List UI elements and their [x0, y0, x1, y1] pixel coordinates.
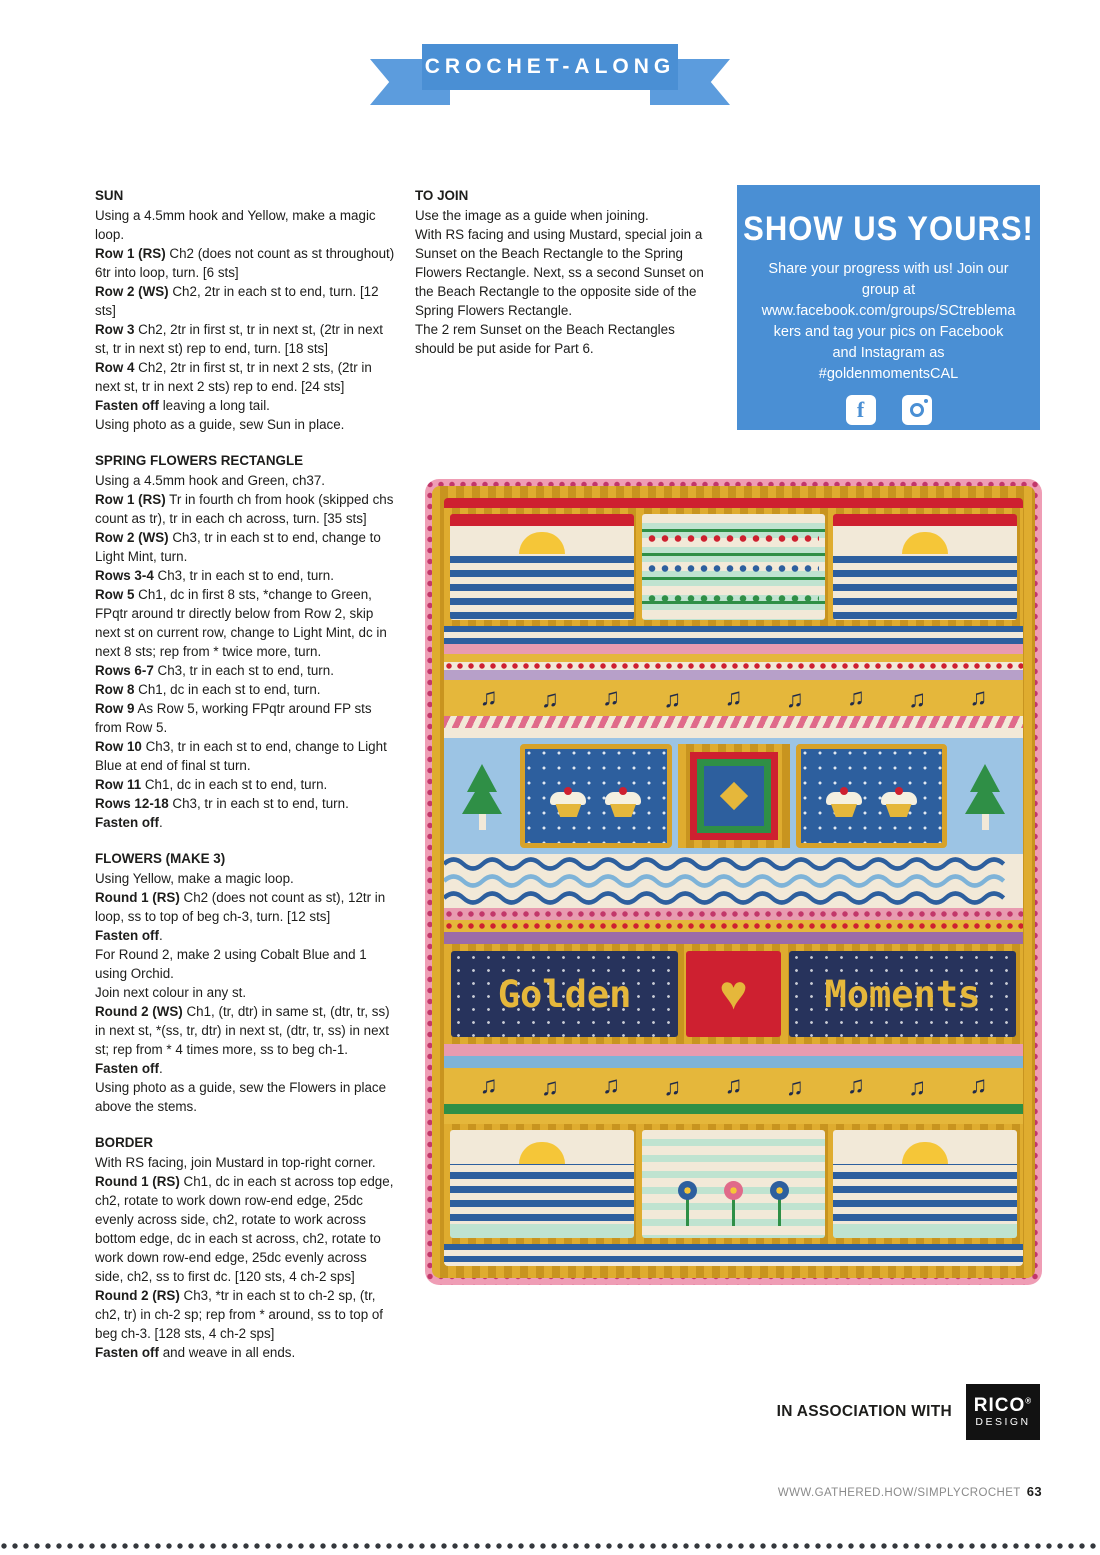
- instruction-text: Row 5 Ch1, dc in first 8 sts, *change to Green, FPqtr around tr directly below from Row 2, skip next st on current row, change to Light Mint, dc in next 8 sts; rep from * twice more, turn.: [95, 587, 387, 659]
- music-note-glyph: ♫: [602, 684, 621, 711]
- show-us-title: SHOW US YOURS!: [743, 208, 1034, 249]
- instructions-column: [95, 186, 397, 1379]
- flower-buds-row: [648, 594, 820, 603]
- rico-logo-name: RICO®: [973, 1394, 1033, 1416]
- instruction-text: Row 11 Ch1, dc in each st to end, turn.: [95, 777, 328, 792]
- stripe-band: [444, 908, 1023, 944]
- music-note-glyph: ♫: [785, 686, 804, 713]
- music-notes-row: [444, 680, 1023, 716]
- music-note-glyph: ♫: [969, 1072, 988, 1099]
- instruction-text: Round 1 (RS) Ch1, dc in each st across top edge, ch2, rotate to work down row-end edge, 25dc evenly across side, ch2, rotate to work across bottom edge, dc in each st across, ch2, rotate to work down row-end edge, 25dc evenly across side, ch2, ss to first dc. [120 sts, 4 ch-2 sps]: [95, 1174, 394, 1284]
- music-note-glyph: ♫: [540, 1074, 559, 1101]
- music-note-glyph: ♫: [969, 684, 988, 711]
- flower-motif: [770, 1178, 789, 1226]
- instruction-text: Row 2 (WS) Ch3, tr in each st to end, change to Light Mint, turn.: [95, 530, 381, 564]
- instruction-text: Rows 3-4 Ch3, tr in each st to end, turn.: [95, 568, 334, 583]
- instruction-text: Row 3 Ch2, 2tr in first st, tr in next st, (2tr in next st, tr in next st) rep to end, turn. [18 sts]: [95, 322, 383, 356]
- moments-word: Moments: [824, 972, 981, 1016]
- instruction-text: Round 2 (RS) Ch3, *tr in each st to ch-2 sp, (tr, ch2, tr) in ch-2 sp; rep from * around, ss to top of beg ch-3. [128 sts, 4 ch-2 sps]: [95, 1288, 384, 1341]
- stripe-band: [444, 716, 1023, 738]
- instruction-text: Rows 6-7 Ch3, tr in each st to end, turn.: [95, 663, 334, 678]
- instruction-text: Row 8 Ch1, dc in each st to end, turn.: [95, 682, 321, 697]
- instruction-text: Row 9 As Row 5, working FPqtr around FP sts from Row 5.: [95, 701, 372, 735]
- flower-buds-row: [648, 564, 820, 573]
- instruction-text: Fasten off and weave in all ends.: [95, 1345, 296, 1360]
- sunset-beach-panel: [833, 1130, 1017, 1238]
- instruction-text: Using Yellow, make a magic loop.: [95, 871, 294, 886]
- sun-motif: [519, 1142, 565, 1164]
- instruction-text: Round 1 (RS) Ch2 (does not count as st), 12tr in loop, ss to top of beg ch-3, turn. [12 sts]: [95, 890, 386, 924]
- page-number: 63: [1026, 1484, 1042, 1499]
- cupcake-motif: [605, 787, 641, 817]
- top-panels-row: [444, 508, 1023, 626]
- golden-word-panel: [451, 951, 678, 1037]
- dotted-border: [0, 1542, 1100, 1550]
- music-note-glyph: ♫: [663, 686, 682, 713]
- granny-square: [678, 744, 790, 848]
- instruction-text: With RS facing, join Mustard in top-right corner.: [95, 1155, 376, 1170]
- instruction-text: Join next colour in any st.: [95, 985, 247, 1000]
- heart-motif: ♥: [719, 967, 748, 1020]
- association-label: IN ASSOCIATION WITH: [776, 1403, 952, 1420]
- banner-title: CROCHET-ALONG: [424, 55, 676, 78]
- instruction-text: Row 1 (RS) Ch2 (does not count as st throughout) 6tr into loop, turn. [6 sts]: [95, 246, 395, 280]
- footer-url: WWW.GATHERED.HOW/SIMPLYCROCHET: [777, 1487, 1021, 1499]
- instruction-text: Rows 12-18 Ch3, tr in each st to end, turn.: [95, 796, 349, 811]
- music-note-glyph: ♫: [724, 1072, 743, 1099]
- instruction-text: With RS facing and using Mustard, special join a Sunset on the Beach Rectangle to the Spring Flowers Rectangle. Next, ss a second Sunset on the Beach Rectangle to the opposite side of the Spring Flowers Rectangle.: [415, 227, 704, 318]
- instruction-section: [95, 451, 397, 832]
- instruction-text: Row 10 Ch3, tr in each st to end, change to Light Blue at end of final st turn.: [95, 739, 387, 773]
- cupcake-panel: [796, 744, 948, 848]
- flowers-panel: [642, 1130, 826, 1238]
- music-note-glyph: ♫: [602, 1072, 621, 1099]
- sunset-beach-panel: [450, 1130, 634, 1238]
- association-strip: [777, 1384, 1040, 1440]
- sun-motif: [902, 532, 948, 554]
- stripe-band: [444, 1044, 1023, 1068]
- stripe-band: [444, 626, 1023, 680]
- stripe-band: [444, 1244, 1023, 1266]
- instruction-text: Using a 4.5mm hook and Yellow, make a magic loop.: [95, 208, 376, 242]
- instruction-section: [95, 186, 397, 434]
- music-note-glyph: ♫: [724, 684, 743, 711]
- instruction-text: Using photo as a guide, sew Sun in place.: [95, 417, 345, 432]
- to-join-column: [415, 186, 717, 375]
- instruction-text: Round 2 (WS) Ch1, (tr, dtr) in same st, (dtr, tr, ss) in next st, *(ss, tr, dtr) in next st, (dtr, tr, ss) in next st; rep from * 4 times more, ss to beg ch-1.: [95, 1004, 390, 1057]
- show-us-yours-box: [737, 185, 1040, 430]
- flower-motif: [678, 1178, 697, 1226]
- instagram-icon: [902, 395, 932, 425]
- blanket-photo: [425, 479, 1042, 1285]
- instruction-text: For Round 2, make 2 using Cobalt Blue and 1 using Orchid.: [95, 947, 367, 981]
- page-footer: [778, 1484, 1042, 1499]
- instruction-text: Fasten off leaving a long tail.: [95, 398, 270, 413]
- tree-motif: [953, 744, 1017, 848]
- instruction-section: [95, 849, 397, 1116]
- rico-logo-sub: DESIGN: [975, 1416, 1031, 1429]
- bottom-panels-row: [444, 1124, 1023, 1244]
- music-note-glyph: ♫: [846, 1072, 865, 1099]
- section-title: SPRING FLOWERS RECTANGLE: [95, 453, 304, 468]
- section-title: SUN: [95, 188, 124, 203]
- music-note-glyph: ♫: [540, 686, 559, 713]
- instruction-text: Fasten off.: [95, 815, 163, 830]
- section-title: FLOWERS (MAKE 3): [95, 851, 226, 866]
- waves-stripe: [444, 854, 1023, 908]
- cupcake-panel: [520, 744, 672, 848]
- moments-word-panel: [789, 951, 1016, 1037]
- instruction-text: Fasten off.: [95, 928, 163, 943]
- music-note-glyph: ♫: [479, 684, 498, 711]
- music-note-glyph: ♫: [846, 684, 865, 711]
- section-title: BORDER: [95, 1135, 154, 1150]
- rico-design-logo: [966, 1384, 1040, 1440]
- golden-word: Golden: [497, 972, 632, 1016]
- instruction-text: Fasten off.: [95, 1061, 163, 1076]
- instruction-text: Row 1 (RS) Tr in fourth ch from hook (skipped chs count as tr), tr in each ch across, turn. [35 sts]: [95, 492, 394, 526]
- tree-motif: [450, 744, 514, 848]
- spring-flowers-panel: [642, 514, 826, 620]
- instruction-text: Using photo as a guide, sew the Flowers in place above the stems.: [95, 1080, 387, 1114]
- show-us-body: Share your progress with us! Join our group at www.facebook.com/groups/SCtreblemakers and tag your pics on Facebook and Instagram as #goldenmomentsCAL: [761, 261, 1016, 382]
- cupcake-motif: [550, 787, 586, 817]
- blanket-mustard-border: [432, 486, 1035, 1278]
- music-note-glyph: ♫: [785, 1074, 804, 1101]
- section-title: TO JOIN: [415, 188, 469, 203]
- instruction-text: Row 4 Ch2, 2tr in first st, tr in next 2 sts, (2tr in next st, tr in next 2 sts) rep to end. [24 sts]: [95, 360, 372, 394]
- sunset-beach-panel: [833, 514, 1017, 620]
- music-notes-row: [444, 1068, 1023, 1104]
- instruction-text: Use the image as a guide when joining.: [415, 208, 649, 223]
- social-icons-row: [846, 385, 932, 425]
- golden-moments-row: [444, 944, 1023, 1044]
- sun-motif: [519, 532, 565, 554]
- sun-motif: [902, 1142, 948, 1164]
- music-note-glyph: ♫: [663, 1074, 682, 1101]
- stripe-red: [444, 498, 1023, 508]
- middle-panels-row: [444, 738, 1023, 854]
- music-note-glyph: ♫: [479, 1072, 498, 1099]
- flower-motif: [724, 1178, 743, 1226]
- facebook-icon: f: [846, 395, 876, 425]
- music-note-glyph: ♫: [908, 1074, 927, 1101]
- sunset-beach-panel: [450, 514, 634, 620]
- instruction-text: Using a 4.5mm hook and Green, ch37.: [95, 473, 326, 488]
- cupcake-motif: [826, 787, 862, 817]
- instruction-text: The 2 rem Sunset on the Beach Rectangles should be put aside for Part 6.: [415, 322, 675, 356]
- flower-buds-row: [648, 534, 820, 543]
- instruction-text: Row 2 (WS) Ch2, 2tr in each st to end, turn. [12 sts]: [95, 284, 379, 318]
- ribbon-band: [422, 44, 678, 90]
- music-note-glyph: ♫: [908, 686, 927, 713]
- stripe-band: [444, 1104, 1023, 1124]
- cupcake-motif: [881, 787, 917, 817]
- heart-panel: [686, 951, 781, 1037]
- instruction-section: [95, 1133, 397, 1362]
- crochet-along-banner: [370, 44, 730, 112]
- instruction-section: [415, 186, 717, 358]
